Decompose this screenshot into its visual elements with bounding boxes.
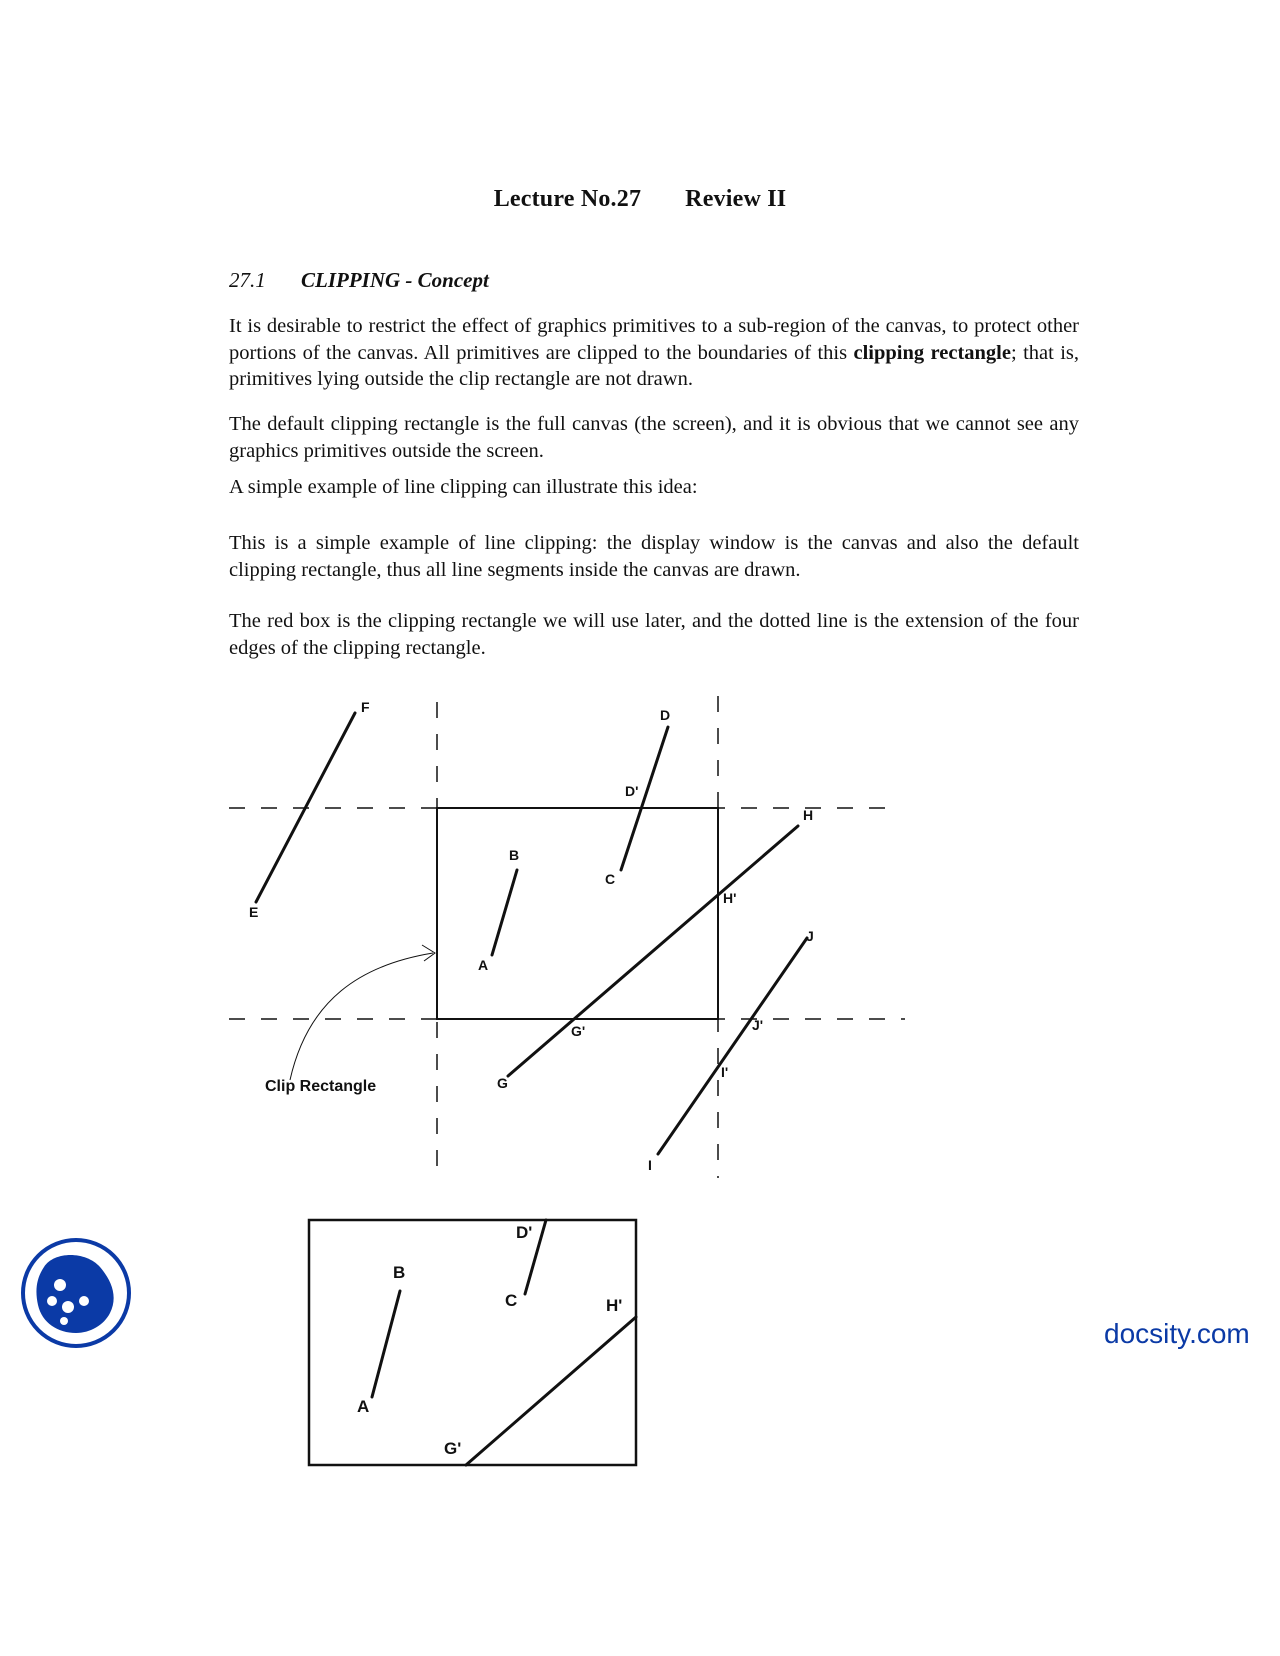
label-c: C [605, 871, 616, 887]
label-d-prime: D' [625, 783, 639, 799]
paragraph-red-box: The red box is the clipping rectangle we will use later, and the dotted line is the extension of the four edges of the clipping rectangle. [229, 610, 1079, 659]
paragraph-intro-tail: ; that is, primitives lying outside the clip rectangle are not drawn. [229, 341, 1079, 390]
result-label-b: B [393, 1263, 406, 1282]
clip-rectangle [437, 808, 718, 1019]
label-i-prime: I' [721, 1064, 729, 1080]
clipped-segments [372, 1220, 636, 1465]
paragraph-display-window: This is a simple example of line clipping: the display window is the canvas and also the default clipping rectangle, thus all line segments inside the canvas are drawn. [229, 532, 1079, 581]
label-h: H [803, 807, 814, 823]
label-a: A [478, 957, 489, 973]
pointer-arrowhead [422, 945, 435, 961]
label-e: E [249, 904, 259, 920]
label-i: I [648, 1157, 652, 1173]
label-g: G [497, 1075, 508, 1091]
label-d: D [660, 707, 671, 723]
clipped-segment-ab [372, 1291, 400, 1397]
paragraph-default-clip: The default clipping rectangle is the full canvas (the screen), and it is obvious that we cannot see any graphics primitives outside the screen. [229, 413, 1079, 462]
paragraph-intro-bold: clipping rectangle [853, 341, 1011, 364]
result-label-a: A [357, 1397, 370, 1416]
docsity-brand-link[interactable]: docsity.com [1104, 1318, 1250, 1349]
label-j-prime: J' [752, 1017, 764, 1033]
result-label-d-prime: D' [516, 1223, 533, 1242]
label-j: J [806, 928, 814, 944]
lecture-number: Lecture No.27 [493, 186, 642, 212]
result-label-g-prime: G' [444, 1439, 462, 1458]
clip-rectangle-pointer [290, 953, 433, 1080]
paragraph-intro-text: It is desirable to restrict the effect of graphics primitives to a sub-region of the canvas, to protect other portions of the canvas. All primitives are clipped to the boundaries of this [229, 315, 1079, 364]
paragraph-example: A simple example of line clipping can illustrate this idea: [229, 476, 698, 498]
label-h-prime: H' [723, 890, 737, 906]
label-f: F [361, 699, 370, 715]
segment-ij [658, 938, 807, 1154]
clipped-result-rectangle [309, 1220, 636, 1465]
lecture-topic: Review II [685, 186, 787, 212]
clipped-segment-gh [466, 1317, 636, 1465]
figure1-labels [249, 699, 814, 1173]
result-label-h-prime: H' [606, 1296, 623, 1315]
segment-gh [508, 826, 798, 1076]
docsity-logo-icon[interactable] [20, 1237, 132, 1349]
dashed-extension-lines [229, 696, 905, 1178]
section-number: 27.1 [229, 268, 266, 292]
label-g-prime: G' [571, 1023, 586, 1039]
figure2-labels [357, 1223, 622, 1458]
label-b: B [509, 847, 520, 863]
section-name: CLIPPING - Concept [301, 268, 489, 292]
segment-ab [492, 870, 517, 955]
result-label-c: C [505, 1291, 518, 1310]
clip-rectangle-label: Clip Rectangle [265, 1078, 377, 1095]
